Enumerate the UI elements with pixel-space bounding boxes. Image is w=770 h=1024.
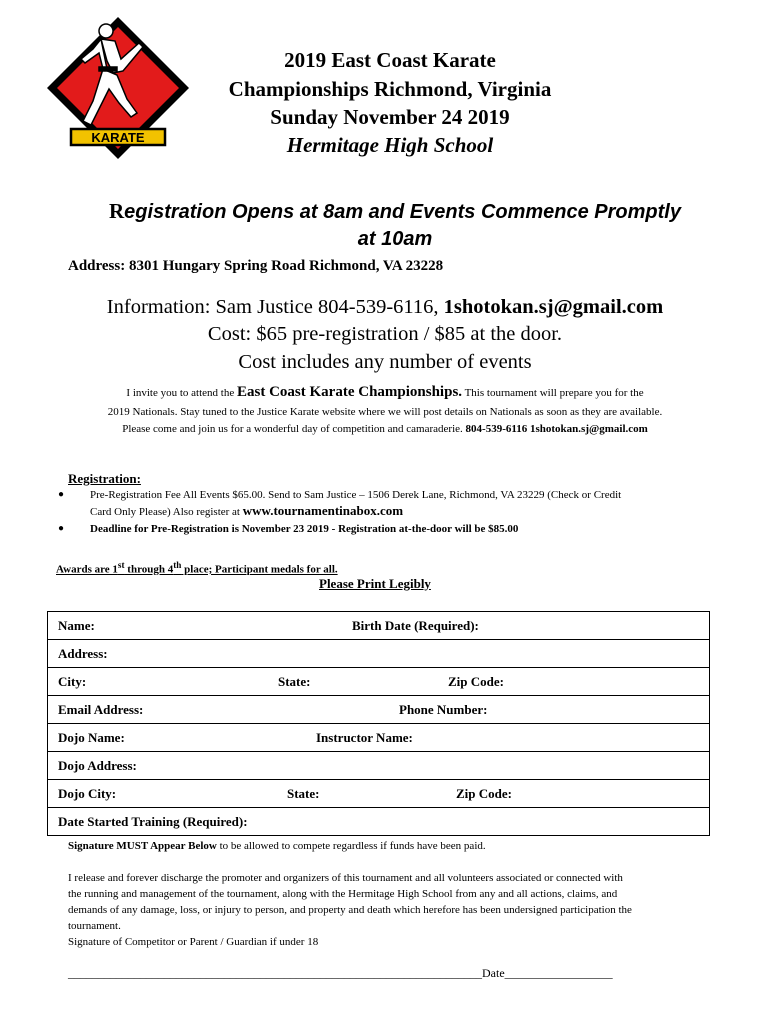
invite-post: This tournament will prepare you for the bbox=[462, 387, 644, 399]
invite-line-3 bbox=[40, 421, 730, 437]
awards-p1: Awards are 1 bbox=[56, 563, 118, 576]
zip-field[interactable]: Zip Code: bbox=[448, 674, 504, 689]
info-email: 1shotokan.sj@gmail.com bbox=[443, 296, 664, 318]
registration-list bbox=[40, 487, 720, 537]
instructor-field[interactable]: Instructor Name: bbox=[316, 730, 413, 745]
release-line-4: tournament. bbox=[68, 920, 121, 932]
invite-contact: 804-539-6116 1shotokan.sj@gmail.com bbox=[465, 423, 648, 435]
info-line-1 bbox=[40, 294, 730, 320]
release-paragraph bbox=[68, 870, 748, 950]
awards-p2: through 4 bbox=[124, 563, 174, 576]
reg-item-2: Deadline for Pre-Registration is November 23 2019 - Registration at-the-door will be $85.00 bbox=[90, 523, 519, 535]
invite-pre: I invite you to attend the bbox=[126, 387, 237, 399]
headline-line-1-text: egistration Opens at 8am and Events Commence Promptly bbox=[124, 201, 681, 223]
list-item bbox=[40, 521, 720, 537]
title-line-3: Sunday November 24 2019 bbox=[270, 105, 510, 129]
title-line-1: 2019 East Coast Karate bbox=[284, 48, 496, 72]
release-line-1: I release and forever discharge the promoter and organizers of this tournament and all volunteers associated or connected with bbox=[68, 872, 623, 884]
headline-r: R bbox=[109, 199, 125, 223]
city-field[interactable]: City: bbox=[58, 674, 87, 689]
email-field[interactable]: Email Address: bbox=[58, 702, 144, 717]
signature-must: Signature MUST Appear Below bbox=[68, 840, 217, 852]
registration-site-link[interactable]: www.tournamentinabox.com bbox=[242, 503, 404, 518]
awards-p3: place; Participant medals for all. bbox=[181, 563, 338, 576]
date-label: Date bbox=[482, 966, 505, 980]
event-name: East Coast Karate Championships. bbox=[237, 384, 463, 400]
form-row-date-started[interactable] bbox=[48, 808, 710, 836]
name-field[interactable]: Name: bbox=[58, 618, 95, 633]
phone-field[interactable]: Phone Number: bbox=[399, 702, 488, 717]
list-item bbox=[40, 487, 720, 520]
registration-heading: Registration: bbox=[68, 471, 141, 486]
logo-text: KARATE bbox=[91, 130, 145, 145]
form-row-city[interactable] bbox=[48, 668, 710, 696]
bullet-icon: ● bbox=[58, 489, 65, 500]
bullet-icon: ● bbox=[58, 523, 65, 534]
release-line-2: the running and management of the tournament, along with the Hermitage High School from any and all actions, claims, and bbox=[68, 888, 618, 900]
awards-sup1: st bbox=[117, 560, 125, 570]
title-line-2: Championships Richmond, Virginia bbox=[228, 77, 552, 101]
print-legibly: Please Print Legibly bbox=[319, 576, 431, 591]
form-row-dojo-address[interactable] bbox=[48, 752, 710, 780]
form-row-email[interactable] bbox=[48, 696, 710, 724]
dojo-city-field[interactable]: Dojo City: bbox=[58, 786, 117, 801]
release-line-3: demands of any damage, loss, or injury to person, and property and death which herefore has been undersigned participation the bbox=[68, 904, 632, 916]
headline-line-1 bbox=[60, 198, 730, 225]
dojo-address-field[interactable]: Dojo Address: bbox=[58, 758, 137, 773]
address-field[interactable]: Address: bbox=[58, 646, 108, 661]
birth-date-field[interactable]: Birth Date (Required): bbox=[352, 618, 479, 633]
awards-sup2: th bbox=[173, 560, 182, 570]
form-row-name[interactable] bbox=[48, 612, 710, 640]
title-line-4: Hermitage High School bbox=[286, 133, 494, 157]
form-row-dojo[interactable] bbox=[48, 724, 710, 752]
signature-requirement bbox=[68, 838, 486, 854]
awards-note bbox=[56, 560, 338, 576]
reg-item-1-line-1: Pre-Registration Fee All Events $65.00. Send to Sam Justice – 1506 Derek Lane, Richmond, VA 23229 (Check or Credit bbox=[90, 489, 622, 501]
info-contact: Information: Sam Justice 804-539-6116, bbox=[106, 296, 444, 318]
date-line[interactable]: __________________ bbox=[504, 966, 613, 980]
dojo-name-field[interactable]: Dojo Name: bbox=[58, 730, 125, 745]
signature-label: Signature of Competitor or Parent / Guardian if under 18 bbox=[68, 936, 319, 948]
headline-line-2: at 10am bbox=[357, 228, 433, 250]
reg-item-1-line-2: Card Only Please) Also register at bbox=[90, 506, 243, 518]
signature-line[interactable]: _____________________________________________________________________ bbox=[68, 966, 482, 980]
registration-form bbox=[47, 611, 710, 836]
dojo-zip-field[interactable]: Zip Code: bbox=[456, 786, 512, 801]
invite-line-2: 2019 Nationals. Stay tuned to the Justice Karate website where we will post details on Nationals as soon as they are available. bbox=[107, 406, 663, 418]
state-field[interactable]: State: bbox=[278, 674, 311, 689]
info-line-3: Cost includes any number of events bbox=[238, 351, 532, 373]
karate-logo bbox=[43, 13, 193, 168]
signature-line-row bbox=[68, 965, 613, 981]
address: Address: 8301 Hungary Spring Road Richmond, VA 23228 bbox=[68, 258, 444, 274]
form-row-dojo-city[interactable] bbox=[48, 780, 710, 808]
invite-line-1 bbox=[40, 384, 730, 401]
form-row-address[interactable] bbox=[48, 640, 710, 668]
date-started-field[interactable]: Date Started Training (Required): bbox=[58, 814, 248, 829]
invite-line-3-text: Please come and join us for a wonderful day of competition and camaraderie. bbox=[122, 423, 466, 435]
dojo-state-field[interactable]: State: bbox=[287, 786, 320, 801]
info-line-2: Cost: $65 pre-registration / $85 at the door. bbox=[207, 323, 563, 345]
signature-must-rest: to be allowed to compete regardless if funds have been paid. bbox=[216, 840, 486, 852]
